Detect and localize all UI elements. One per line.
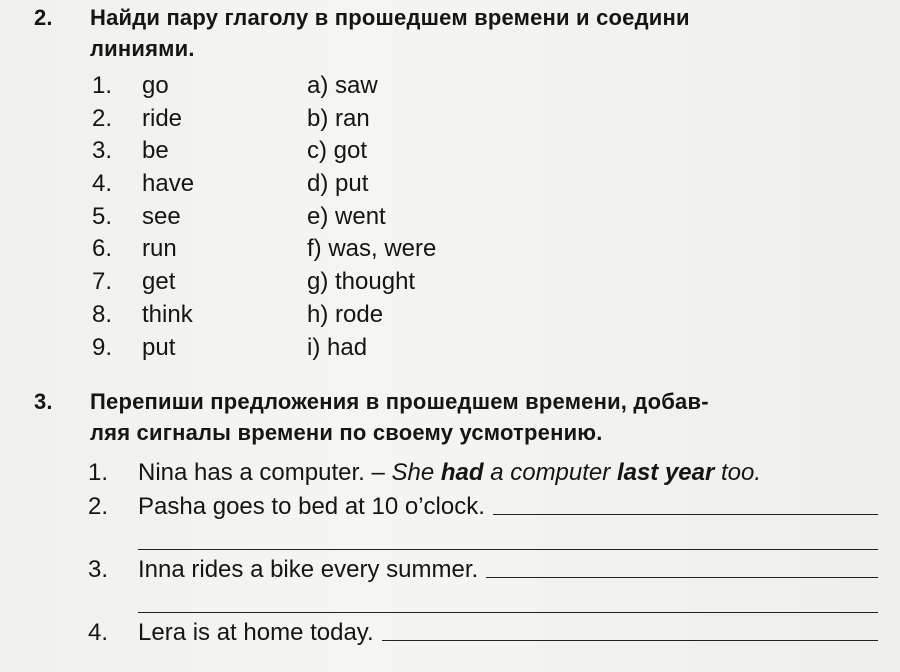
- sentence-row: [88, 552, 878, 584]
- pair-verb: put: [142, 333, 176, 361]
- pair-number: 1.: [92, 72, 113, 99]
- pair-number: 4.: [92, 170, 113, 198]
- task-3-number: 3.: [34, 389, 53, 414]
- pair-verb: think: [142, 300, 193, 328]
- answer-line-continuation[interactable]: [138, 521, 878, 550]
- sentences-list: [88, 455, 878, 647]
- task-2-heading: [34, 2, 690, 64]
- sentence-text: [138, 459, 761, 487]
- pair-past-form: i) had: [307, 333, 368, 361]
- example-answer-part: a computer: [483, 459, 617, 486]
- answer-line-continuation[interactable]: [138, 584, 878, 613]
- example-answer-part: too.: [714, 459, 762, 486]
- pair-verb: ride: [142, 104, 183, 132]
- pair-past-form: a) saw: [307, 72, 378, 99]
- pair-past-form: c) got: [307, 137, 368, 165]
- sentence-number: 1.: [88, 459, 109, 486]
- sentence-text: Pasha goes to bed at 10 o’clock.: [138, 493, 485, 520]
- example-sentence: [88, 455, 878, 487]
- sentence-number: 4.: [88, 619, 109, 646]
- pair-past-form: g) thought: [307, 268, 416, 296]
- example-answer-time-signal: last year: [616, 459, 715, 486]
- pair-number: 2.: [92, 104, 113, 132]
- pair-past-form: e) went: [307, 202, 386, 230]
- pair-number: 7.: [92, 268, 113, 296]
- pair-verb: see: [142, 202, 181, 230]
- pair-verb: have: [142, 170, 195, 198]
- pair-number: 3.: [92, 137, 113, 165]
- task-2-instruction-line1: Найди пару глаголу в прошедшем времени и соедини: [90, 5, 690, 30]
- pair-number: 6.: [92, 235, 113, 263]
- task-2-number: 2.: [34, 5, 53, 30]
- sentence-text: Lera is at home today.: [138, 619, 374, 646]
- sentence-text: Inna rides a bike every summer.: [138, 556, 479, 583]
- pair-number: 5.: [92, 202, 113, 230]
- task-3-instruction-line2: ляя сигналы времени по своему усмотрению.: [90, 420, 603, 445]
- task-3-instruction-line1: Перепиши предложения в прошедшем времени, добав-: [90, 389, 709, 414]
- sentence-number: 2.: [88, 493, 109, 520]
- pair-number: 9.: [92, 333, 113, 361]
- pair-number: 8.: [92, 300, 113, 328]
- pair-past-form: b) ran: [307, 104, 370, 132]
- pair-verb: get: [142, 268, 176, 296]
- example-source: Nina has a computer. –: [138, 459, 392, 486]
- pair-past-form: f) was, were: [307, 235, 437, 263]
- task-3-heading: [34, 386, 709, 448]
- sentence-row: [88, 489, 878, 521]
- answer-line[interactable]: [493, 513, 878, 515]
- example-answer-part: She: [391, 459, 441, 486]
- pair-verb: be: [142, 137, 169, 165]
- answer-line[interactable]: [382, 639, 878, 641]
- pair-past-form: d) put: [307, 170, 369, 198]
- sentence-row: [88, 615, 878, 647]
- sentence-number: 3.: [88, 556, 109, 583]
- pair-past-form: h) rode: [307, 300, 384, 328]
- example-answer-verb: had: [440, 459, 484, 486]
- task-2-instruction-line2: линиями.: [90, 36, 195, 61]
- pair-verb: run: [142, 235, 177, 263]
- pair-verb: go: [142, 72, 169, 99]
- answer-line[interactable]: [486, 576, 878, 578]
